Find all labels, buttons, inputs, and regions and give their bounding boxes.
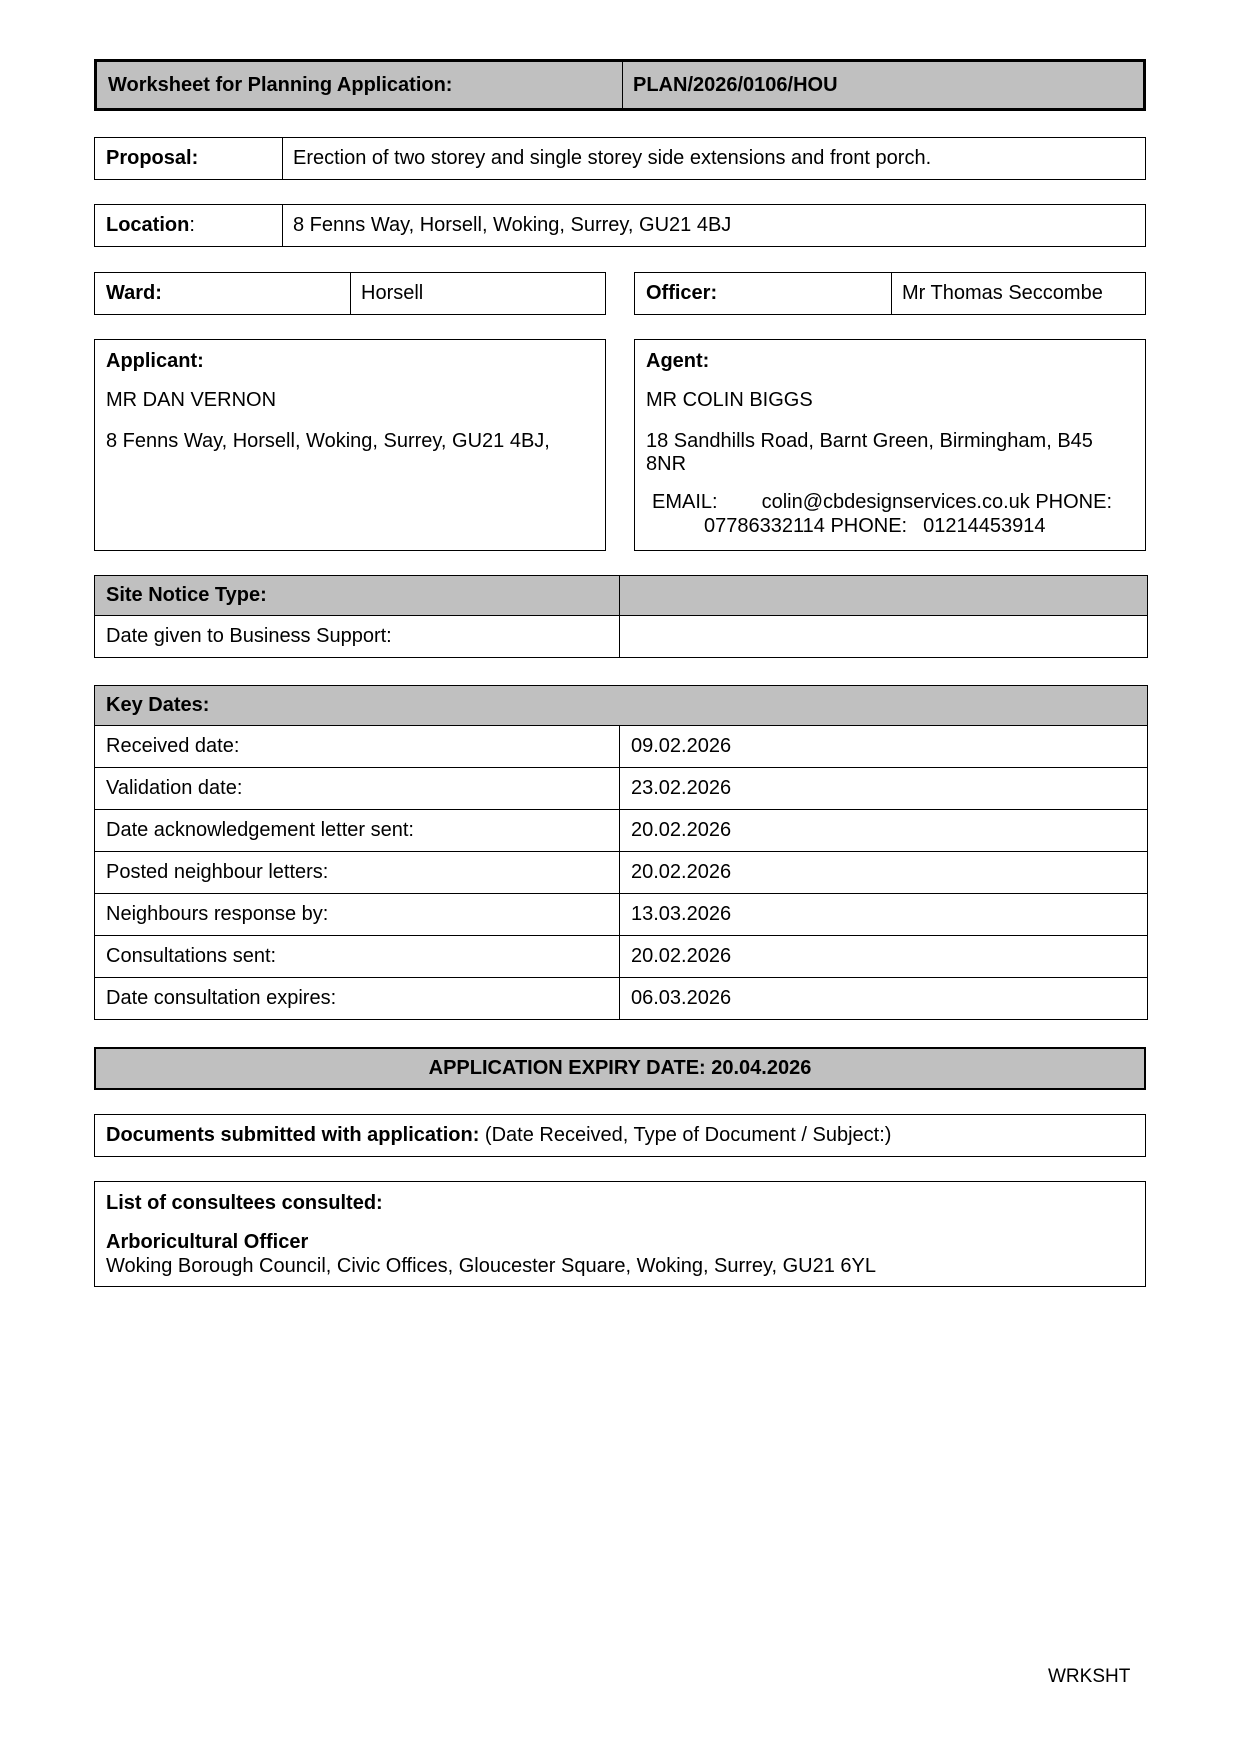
proposal-row bbox=[94, 137, 1146, 180]
location-row bbox=[94, 204, 1146, 247]
key-date-value: 09.02.2026 bbox=[620, 726, 1148, 768]
table-row bbox=[95, 768, 1148, 810]
key-dates-table bbox=[94, 685, 1148, 1020]
business-support-label: Date given to Business Support: bbox=[95, 616, 620, 658]
key-date-label: Date acknowledgement letter sent: bbox=[95, 810, 620, 852]
key-date-value: 23.02.2026 bbox=[620, 768, 1148, 810]
location-label-colon: : bbox=[189, 214, 195, 236]
location-label: Location bbox=[106, 214, 190, 236]
ward-row bbox=[94, 272, 606, 315]
application-expiry-banner bbox=[94, 1047, 1146, 1090]
applicant-box bbox=[94, 339, 606, 551]
agent-contact bbox=[646, 490, 1134, 538]
agent-address: 18 Sandhills Road, Barnt Green, Birmingham, B45 8NR bbox=[646, 430, 1093, 475]
agent-email: colin@cbdesignservices.co.uk bbox=[761, 491, 1030, 513]
footer-code: WRKSHT bbox=[1048, 1666, 1131, 1687]
table-row bbox=[95, 852, 1148, 894]
applicant-name: MR DAN VERNON bbox=[106, 389, 277, 411]
applicant-label: Applicant: bbox=[106, 350, 204, 372]
key-date-label: Posted neighbour letters: bbox=[95, 852, 620, 894]
table-row bbox=[95, 936, 1148, 978]
agent-phone-1: 07786332114 bbox=[704, 515, 825, 537]
key-date-value: 20.02.2026 bbox=[620, 810, 1148, 852]
officer-row bbox=[634, 272, 1146, 315]
proposal-value: Erection of two storey and single storey side extensions and front porch. bbox=[293, 147, 932, 169]
location-value: 8 Fenns Way, Horsell, Woking, Surrey, GU21 4BJ bbox=[293, 214, 732, 236]
key-date-label: Validation date: bbox=[95, 768, 620, 810]
agent-label: Agent: bbox=[646, 350, 710, 372]
key-date-label: Neighbours response by: bbox=[95, 894, 620, 936]
applicant-address: 8 Fenns Way, Horsell, Woking, Surrey, GU21 4BJ, bbox=[106, 430, 550, 452]
agent-name: MR COLIN BIGGS bbox=[646, 389, 813, 411]
table-row bbox=[95, 894, 1148, 936]
table-row bbox=[95, 810, 1148, 852]
worksheet-header bbox=[94, 59, 1146, 111]
key-date-value: 13.03.2026 bbox=[620, 894, 1148, 936]
consultees-box bbox=[94, 1181, 1146, 1287]
documents-box bbox=[94, 1114, 1146, 1157]
application-expiry-text: APPLICATION EXPIRY DATE: 20.04.2026 bbox=[428, 1057, 812, 1079]
key-date-value: 06.03.2026 bbox=[620, 978, 1148, 1020]
table-row bbox=[95, 726, 1148, 768]
consultee-name: Arboricultural Officer bbox=[106, 1231, 309, 1253]
agent-email-label: EMAIL: bbox=[652, 491, 718, 513]
agent-box bbox=[634, 339, 1146, 551]
site-notice-type-value bbox=[620, 576, 1148, 616]
officer-value: Mr Thomas Seccombe bbox=[902, 282, 1103, 304]
business-support-value bbox=[620, 616, 1148, 658]
key-date-value: 20.02.2026 bbox=[620, 852, 1148, 894]
consultee-address: Woking Borough Council, Civic Offices, Gloucester Square, Woking, Surrey, GU21 6YL bbox=[106, 1255, 876, 1277]
key-date-label: Consultations sent: bbox=[95, 936, 620, 978]
key-date-value: 20.02.2026 bbox=[620, 936, 1148, 978]
agent-phone-label-2: PHONE: bbox=[830, 515, 908, 537]
agent-phone-label-1: PHONE: bbox=[1035, 491, 1113, 513]
table-row bbox=[95, 978, 1148, 1020]
ward-value: Horsell bbox=[361, 282, 424, 304]
agent-phone-2: 01214453914 bbox=[923, 515, 1046, 537]
ward-label: Ward: bbox=[106, 282, 162, 304]
proposal-label: Proposal: bbox=[106, 147, 199, 169]
site-notice-type-label: Site Notice Type: bbox=[95, 576, 620, 616]
location-label-cell bbox=[95, 205, 282, 246]
header-label: Worksheet for Planning Application: bbox=[108, 73, 453, 96]
officer-label: Officer: bbox=[646, 282, 718, 304]
documents-note: (Date Received, Type of Document / Subject:) bbox=[484, 1124, 892, 1146]
consultees-label: List of consultees consulted: bbox=[106, 1192, 383, 1214]
key-date-label: Date consultation expires: bbox=[95, 978, 620, 1020]
site-notice-table bbox=[94, 575, 1148, 658]
documents-label: Documents submitted with application: bbox=[106, 1124, 480, 1146]
key-dates-title: Key Dates: bbox=[95, 686, 1148, 726]
key-date-label: Received date: bbox=[95, 726, 620, 768]
application-reference: PLAN/2026/0106/HOU bbox=[633, 73, 838, 96]
